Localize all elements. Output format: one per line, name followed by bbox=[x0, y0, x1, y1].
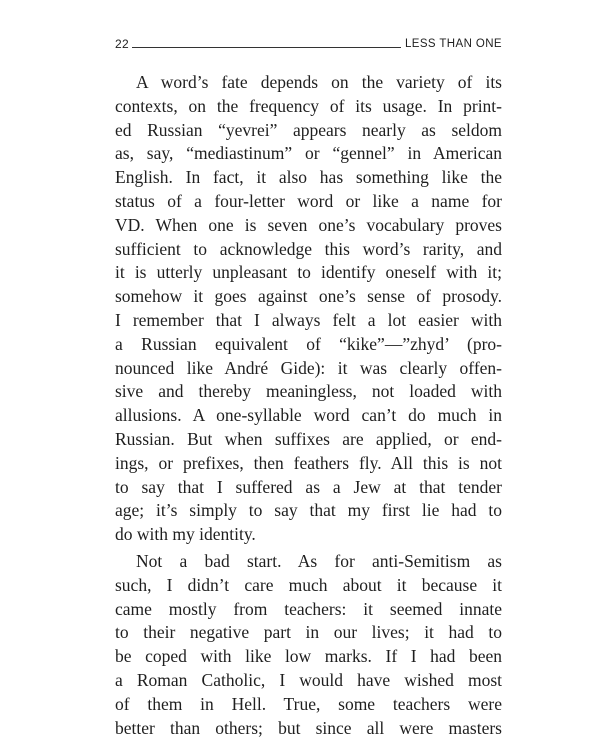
text-line: allusions. A one-syllable word can’t do much in bbox=[115, 405, 502, 426]
text-line: VD. When one is seven one’s vocabulary proves bbox=[115, 214, 502, 235]
text-line: came mostly from teachers: it seemed innate bbox=[115, 598, 502, 619]
text-line: better than others; but since all were masters bbox=[115, 717, 502, 738]
text-line: it is utterly unpleasant to identify oneself with it; bbox=[115, 262, 502, 283]
text-line: be coped with like low marks. If I had been bbox=[115, 646, 502, 667]
text-line: Not a bad start. As for anti-Semitism as bbox=[136, 550, 502, 571]
text-line: a Russian equivalent of “kike”—”zhyd’ (pro- bbox=[115, 333, 502, 354]
running-title: LESS THAN ONE bbox=[404, 38, 502, 50]
page-header bbox=[115, 33, 502, 51]
text-line: to their negative part in our lives; it had to bbox=[115, 622, 502, 643]
paragraph-2 bbox=[115, 550, 502, 740]
text-line: sive and thereby meaningless, not loaded with bbox=[115, 381, 502, 402]
text-line: ed Russian “yevrei” appears nearly as seldom bbox=[115, 119, 502, 140]
text-line: Russian. But when suffixes are applied, or end- bbox=[115, 428, 502, 449]
text-line: A word’s fate depends on the variety of its bbox=[136, 72, 502, 92]
text-line: to say that I suffered as a Jew at that tender bbox=[115, 476, 502, 497]
text-line: age; it’s simply to say that my first lie had to bbox=[115, 500, 502, 521]
text-line: I remember that I always felt a lot easier with bbox=[115, 309, 502, 330]
page-number: 22 bbox=[115, 37, 129, 51]
paragraph-1 bbox=[115, 71, 502, 547]
text-line: of them in Hell. True, some teachers were bbox=[115, 693, 502, 714]
text-line: contexts, on the frequency of its usage. In print- bbox=[115, 95, 502, 116]
text-line: English. In fact, it also has something like the bbox=[115, 167, 502, 188]
text-line: status of a four-letter word or like a name for bbox=[115, 190, 502, 211]
text-line: such, I didn’t care much about it because it bbox=[115, 574, 502, 595]
header-rule bbox=[132, 47, 401, 48]
text-line: as, say, “mediastinum” or “gennel” in American bbox=[115, 143, 502, 164]
text-line: somehow it goes against one’s sense of prosody. bbox=[115, 286, 502, 307]
body-text bbox=[115, 71, 502, 740]
text-line: a Roman Catholic, I would have wished most bbox=[115, 669, 502, 690]
text-line: ings, or prefixes, then feathers fly. All this is not bbox=[115, 452, 502, 473]
text-line: do with my identity. bbox=[115, 524, 256, 545]
text-line: sufficient to acknowledge this word’s rarity, and bbox=[115, 238, 502, 259]
text-line: nounced like André Gide): it was clearly offen- bbox=[115, 357, 502, 378]
